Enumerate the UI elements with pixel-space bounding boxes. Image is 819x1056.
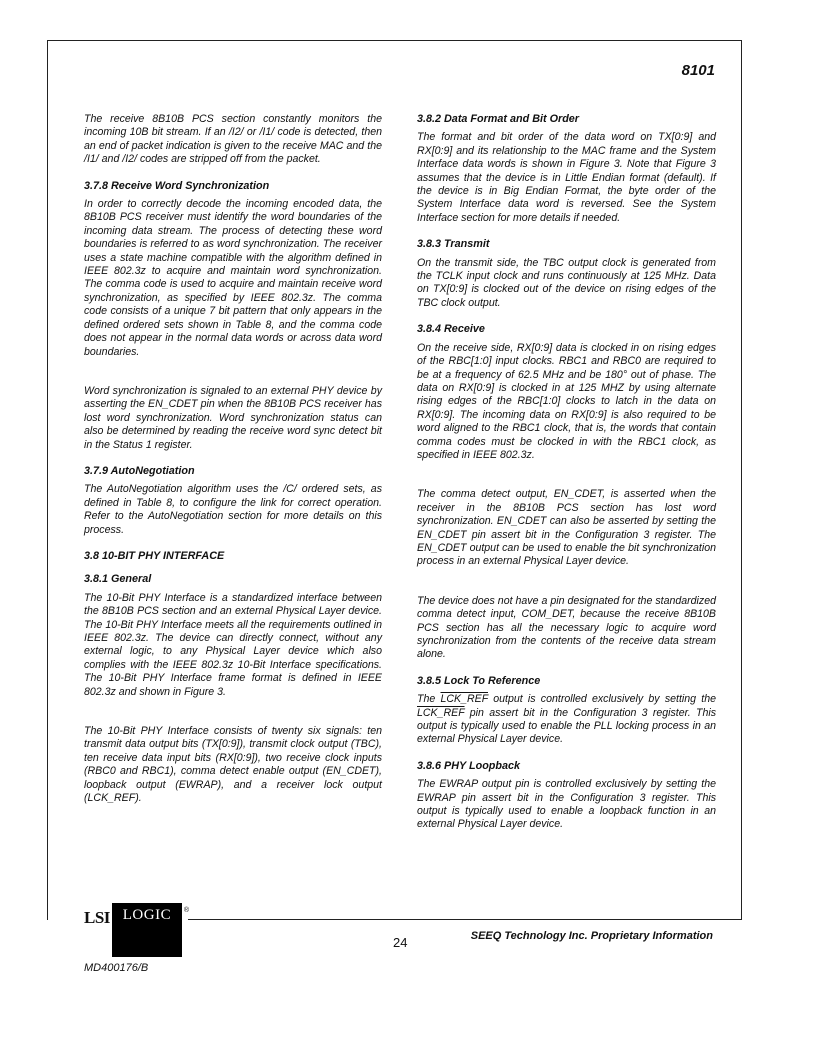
logo-lsi-text: LSI [84, 908, 110, 927]
paragraph: The 10-Bit PHY Interface is a standardized interface between the 8B10B PCS section and an external Physical Layer device. The 10-Bit PHY Interface meets all the requirements outlined in IEEE 802.3z. The device can directly connect, without any external logic, to any Physical Layer device which also complies with the IEEE 802.3z 10-Bit Interface specifications. The 10-Bit PHY Interface frame format is defined in IEEE 802.3z and shown in Figure 3. [84, 591, 382, 698]
paragraph: The format and bit order of the data word on TX[0:9] and RX[0:9] and its relationship to the MAC frame and the System Interface data words is shown in Figure 3. Note that Figure 3 assumes that the device is in Little Endian format (default). If the device is in Big Endian Format, the byte order of the System Interface data word is reversed. See the System Interface section for more details if needed. [417, 131, 716, 224]
section-heading: 3.8.6 PHY Loopback [417, 759, 521, 772]
signal-name-overbar: LCK_REF [440, 693, 488, 706]
section-heading: 3.8.5 Lock To Reference [417, 674, 541, 687]
logo-logic-box: LOGIC [112, 903, 182, 957]
section-heading: 3.8.2 Data Format and Bit Order [417, 113, 579, 125]
paragraph: The EWRAP output pin is controlled exclusively by setting the EWRAP pin assert bit in the Configuration 3 register. This output is typically used to enable a loopback function in an external Physical Layer device. [417, 778, 716, 831]
section-heading: 3.7.8 Receive Word Synchronization [84, 179, 270, 192]
paragraph: The AutoNegotiation algorithm uses the /C/ ordered sets, as defined in Table 8, to configure the link for correct operation. Refer to the AutoNegotiation section for more details on this process. [84, 483, 382, 536]
section-heading: 3.8 10-BIT PHY INTERFACE [84, 549, 225, 562]
right-column [417, 113, 716, 845]
section-heading: 3.8.3 Transmit [417, 238, 490, 251]
text-run: The [417, 693, 441, 706]
paragraph: The 10-Bit PHY Interface consists of twenty six signals: ten transmit data output bits (TX[0:9]), transmit clock output (TBC), ten receive data input bits (RX[0:9]), two receive clock inputs (RBC0 and RBC1), comma detect enable output (EN_CDET), loopback output (EWRAP), and a receiver lock output (LCK_REF). [84, 725, 382, 805]
paragraph [417, 693, 716, 747]
paragraph: The receive 8B10B PCS section constantly monitors the incoming 10B bit stream. If an /I2/ or /I1/ code is detected, then an end of packet indication is given to the receive MAC and the /I1/ and /I2/ codes are stripped off from the packet. [84, 113, 382, 166]
proprietary-notice: SEEQ Technology Inc. Proprietary Information [470, 930, 713, 942]
footer-rule [188, 919, 742, 920]
section-heading: 3.8.1 General [84, 573, 152, 586]
signal-name-overbar: LCK_REF [417, 706, 465, 719]
paragraph: On the transmit side, the TBC output clock is generated from the TCLK input clock and runs continuously at 125 MHz. Data on TX[0:9] is clocked out of the device on rising edges of the TBC clock output. [417, 256, 716, 309]
text-run: output is controlled exclusively by setting the [488, 693, 716, 706]
lsi-logic-logo [84, 903, 189, 953]
left-column [84, 113, 382, 818]
document-number: MD400176/B [84, 962, 149, 974]
registered-mark: ® [183, 907, 190, 914]
text-run: pin assert bit in the Configuration 3 register. This output is typically used to enable the PLL locking process in an external Physical Layer device. [417, 706, 716, 746]
page-id: 8101 [681, 62, 715, 79]
page-number: 24 [393, 935, 408, 950]
section-heading: 3.7.9 AutoNegotiation [84, 464, 195, 477]
paragraph: The comma detect output, EN_CDET, is asserted when the receiver in the 8B10B PCS section has lost word synchronization. EN_CDET can also be asserted by setting the EN_CDET pin assert bit in the Configuration 3 register. The EN_CDET output can be used to enable the bit synchronization process in an external Physical Layer device. [417, 488, 716, 568]
section-heading: 3.8.4 Receive [417, 323, 485, 336]
paragraph: The device does not have a pin designated for the standardized comma detect input, COM_DET, because the receive 8B10B PCS section has all the necessary logic to acquire word synchronization from the contents of the receive data stream alone. [417, 594, 716, 661]
paragraph: Word synchronization is signaled to an external PHY device by asserting the EN_CDET pin when the 8B10B PCS receiver has lost word synchronization. Word synchronization status can also be determined by reading the receive word sync detect bit in the Status 1 register. [84, 384, 382, 451]
paragraph: In order to correctly decode the incoming encoded data, the 8B10B PCS receiver must identify the word boundaries of the incoming data stream. The process of detecting these word boundaries is referred to as word synchronization. The receiver uses a state machine compatible with the algorithm defined in IEEE 802.3z to acquire and maintain word synchronization. The comma code is used to acquire and maintain receive word synchronization, as specified by IEEE 802.3z. The comma code consists of a unique 7 bit pattern that only appears in the defined ordered sets shown in Table 8, and the comma code does not appear in the normal data words or across data word boundaries. [84, 198, 382, 358]
paragraph: On the receive side, RX[0:9] data is clocked in on rising edges of the RBC[1:0] input clocks. RBC1 and RBC0 are required to be at a frequency of 62.5 MHz and be 180° out of phase. The data on RX[0:9] is clocked in at 125 MHZ by using alternate rising edges of the RBC[1:0] clocks to latch in the data on RX[0:9]. The incoming data on RX[0:9] is also required to be word aligned to the RBC1 clock, that is, the words that contain comma codes must be clocked in with the RBC1 clock, as specified in IEEE 802.3z. [417, 341, 716, 461]
